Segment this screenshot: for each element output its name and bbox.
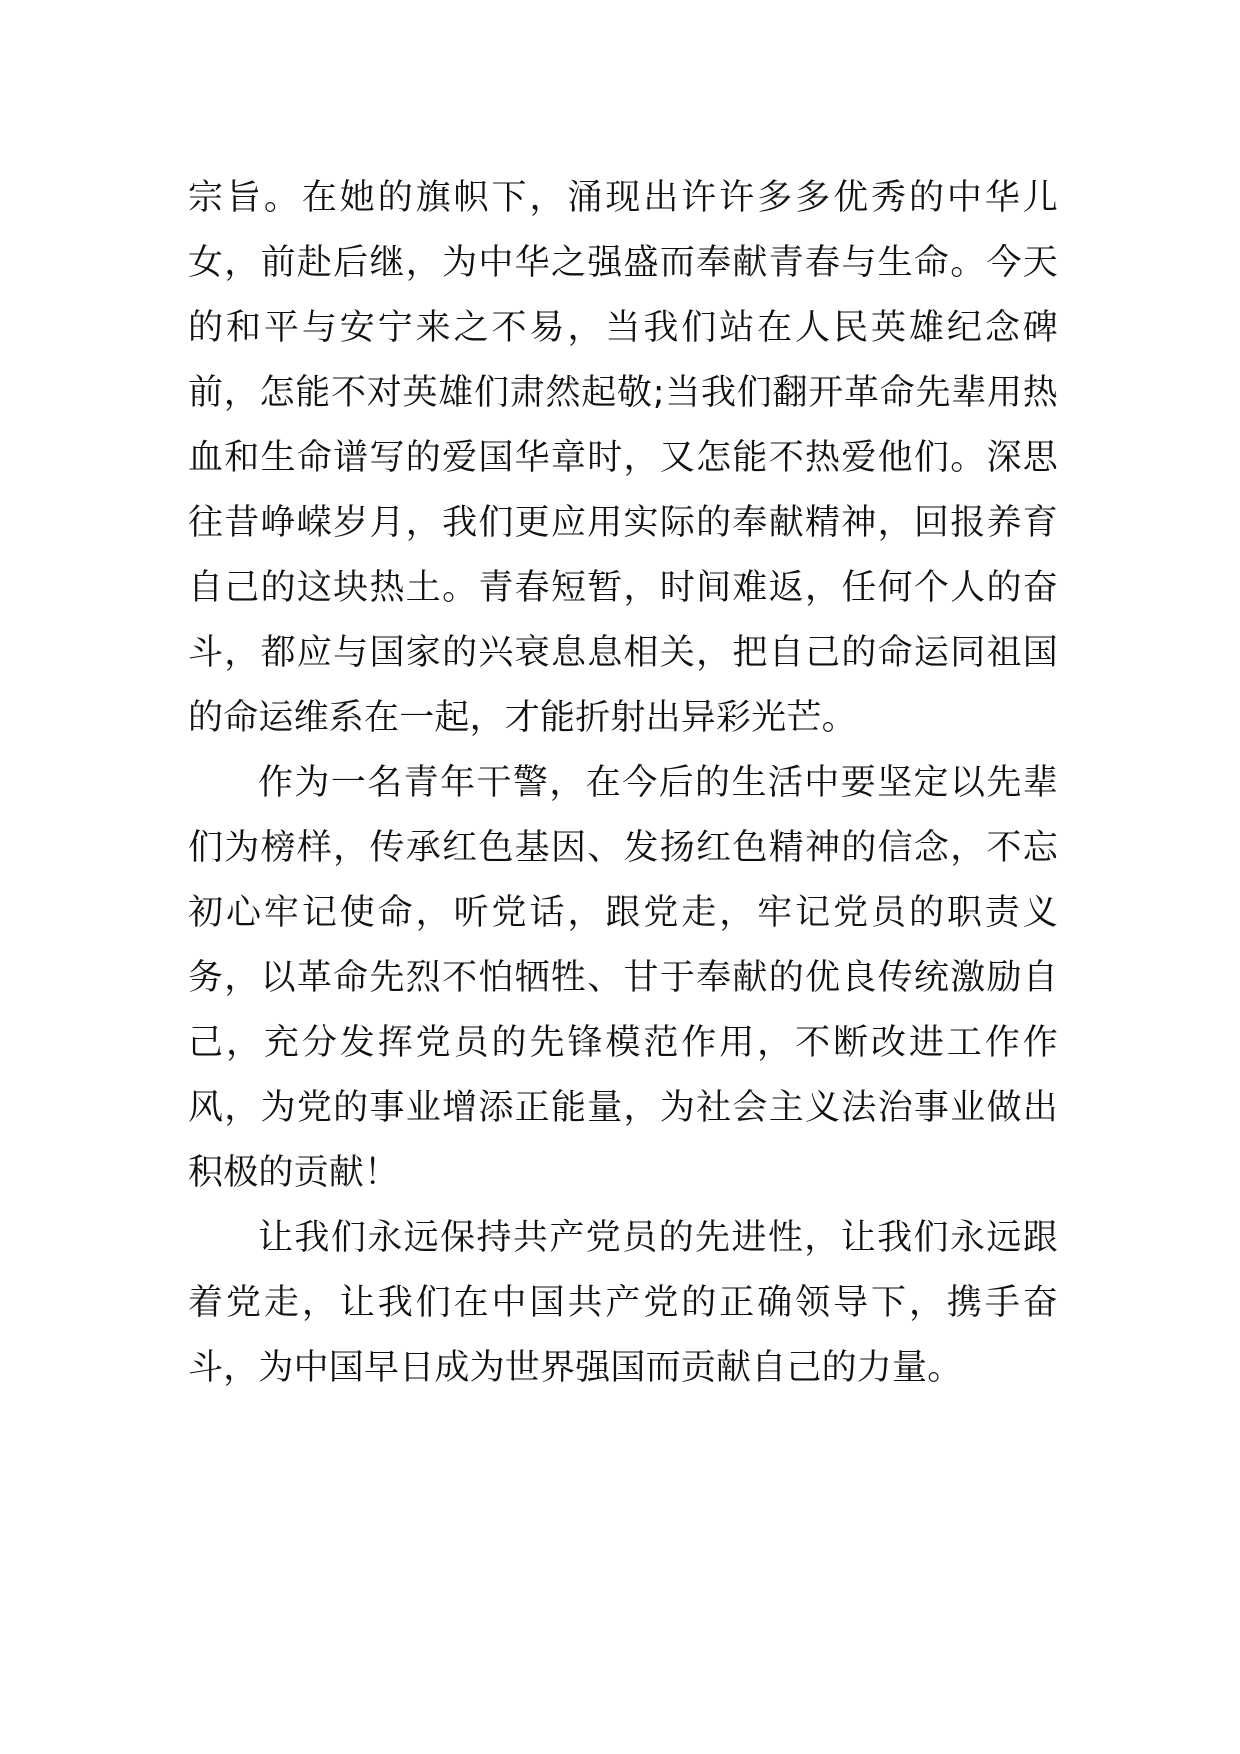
paragraph-3: 让我们永远保持共产党员的先进性，让我们永远跟着党走，让我们在中国共产党的正确领导下，携手奋斗，为中国早日成为世界强国而贡献自己的力量。: [188, 1218, 1058, 1388]
document-body: [188, 166, 1058, 1401]
paragraph-1: 宗旨。在她的旗帜下，涌现出许许多多优秀的中华儿女，前赴后继，为中华之强盛而奉献青春与生命。今天的和平与安宁来之不易，当我们站在人民英雄纪念碑前，怎能不对英雄们肃然起敬;当我们翻开革命先辈用热血和生命谱写的爱国华章时，又怎能不热爱他们。深思往昔峥嵘岁月，我们更应用实际的奉献精神，回报养育自己的这块热土。青春短暂，时间难返，任何个人的奋斗，都应与国家的兴衰息息相关，把自己的命运同祖国的命运维系在一起，才能折射出异彩光芒。: [188, 178, 1058, 738]
paragraph-2: 作为一名青年干警，在今后的生活中要坚定以先辈们为榜样，传承红色基因、发扬红色精神的信念，不忘初心牢记使命，听党话，跟党走，牢记党员的职责义务，以革命先烈不怕牺牲、甘于奉献的优良传统激励自己，充分发挥党员的先锋模范作用，不断改进工作作风，为党的事业增添正能量，为社会主义法治事业做出积极的贡献！: [188, 763, 1058, 1193]
